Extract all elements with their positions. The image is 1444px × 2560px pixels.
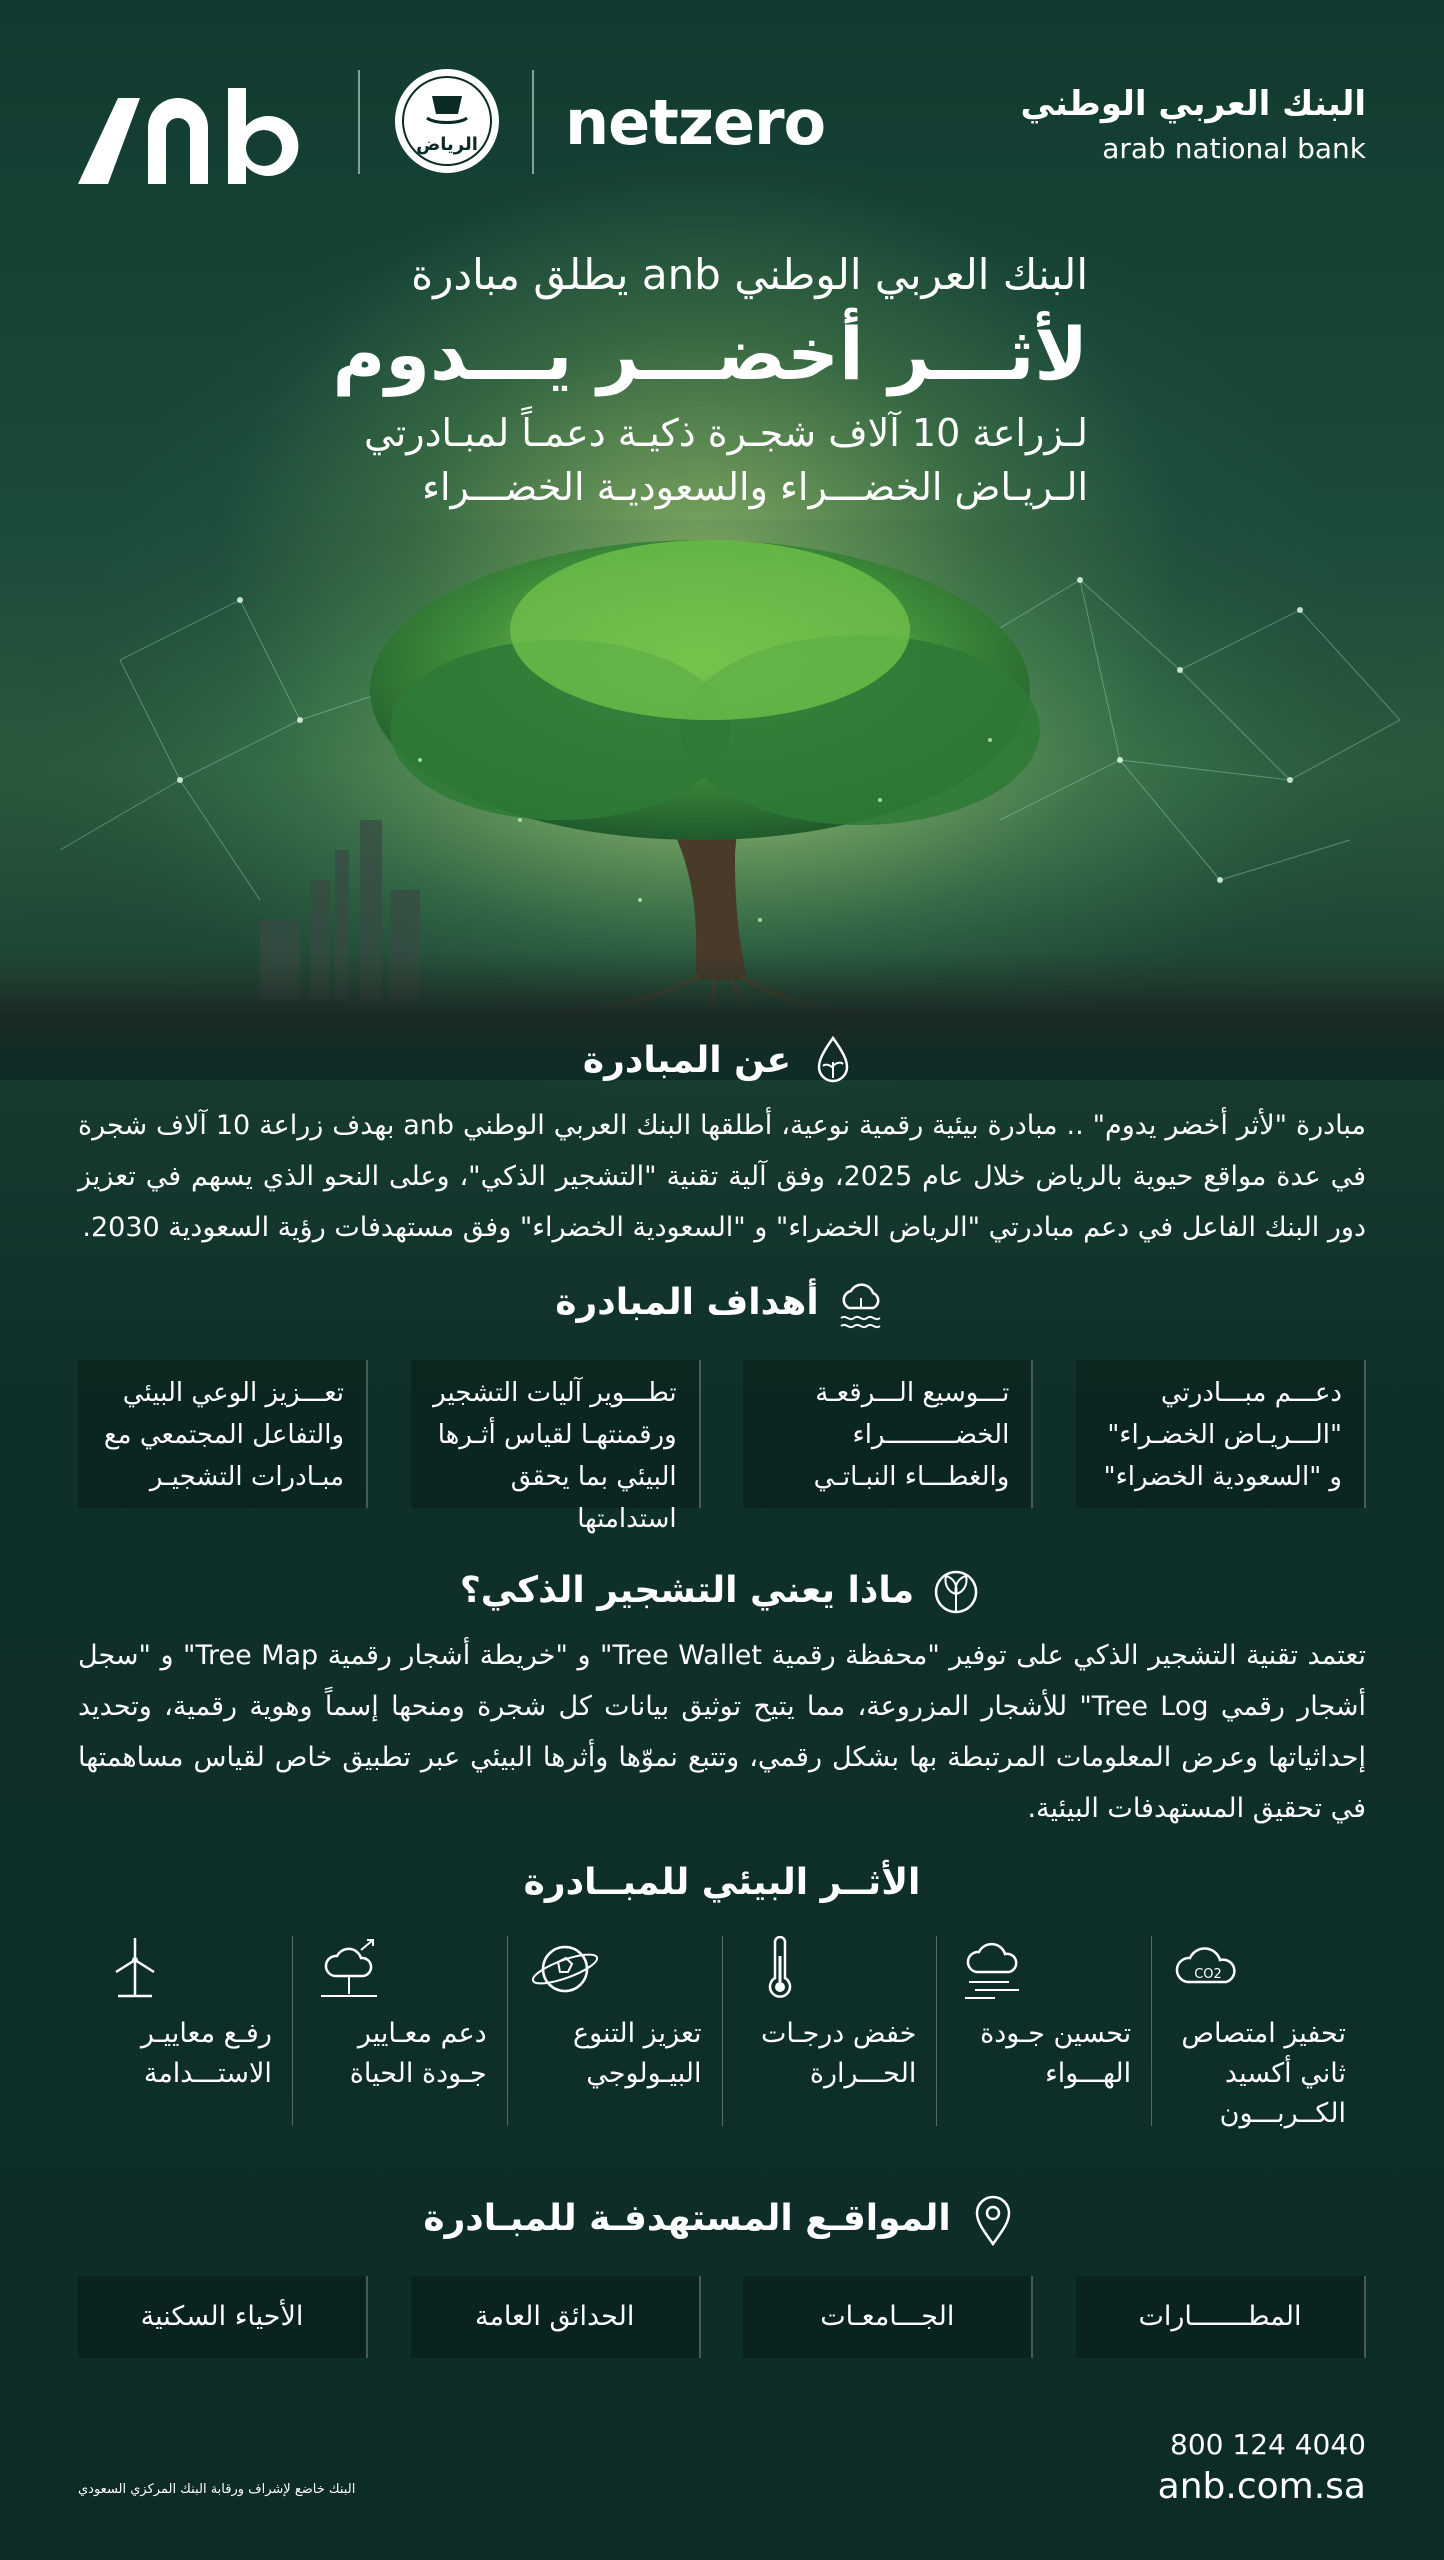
impact-text: خفض درجـات الحـــرارة [761, 2018, 917, 2089]
website: anb.com.sa [1157, 2466, 1366, 2507]
hero-heading [268, 246, 1088, 514]
impact-text: رفـع معاييـر الاستـــدامة [140, 2018, 272, 2089]
impact-item [936, 1936, 1151, 2126]
location-pin-icon [965, 2192, 1021, 2248]
impact-item [722, 1936, 937, 2126]
thermometer-icon [741, 1936, 819, 2002]
about-text: مبادرة "لأثر أخضر يدوم" .. مبادرة بيئية رقمية نوعية، أطلقها البنك العربي الوطني anb بهدف زراعة 10 آلاف شجرة في عدة مواقع حيوية بالرياض خلال عام 2025، وفق آلية تقنية "التشجير الذكي"، وعلى النحو الذي يسهم في تعزيز دور البنك الفاعل في دعم مبادرتي "الرياض الخضراء" و "السعودية الخضراء" وفق مستهدفات رؤية السعودية 2030. [78, 1110, 1366, 1243]
goal-item: تطـــوير آليات التشجير ورقمنتهـا لقياس أثـرها البيئي بما يحقق استدامتها [411, 1360, 701, 1508]
hero-line-3: لـزراعة 10 آلاف شجـرة ذكيـة دعمـاً لمبـادرتي [364, 411, 1088, 455]
leaf-circle-icon [928, 1564, 984, 1620]
tree-growth-icon [311, 1936, 389, 2002]
location-item: الحدائق العامة [411, 2276, 701, 2358]
location-item: المطـــــــارات [1076, 2276, 1366, 2358]
location-item: الأحياء السكنية [78, 2276, 368, 2358]
locations-title: المواقـع المستهدفـة للمبـادرة [423, 2198, 951, 2239]
about-heading [0, 1034, 1444, 1090]
goal-item: تعـــزيز الوعي البيئي والتفاعل المجتمعي مع مبـادرات التشجيـر [78, 1360, 368, 1508]
netzero-logo: netzero [565, 86, 826, 159]
impact-item [292, 1936, 507, 2126]
locations-heading [0, 2192, 1444, 2248]
impact-item [1151, 1936, 1366, 2129]
goal-item: تـــوسيع الـــرقعـة الخضـــــــــراء والغطـــاء النبـاتـي [743, 1360, 1033, 1508]
cloud-water-icon [833, 1276, 889, 1332]
planet-icon [526, 1936, 604, 2002]
impact-text: تحسين جـودة الهـــواء [980, 2018, 1132, 2089]
hero-line-1: البنك العربي الوطني anb يطلق مبادرة [411, 250, 1088, 299]
goals-title: أهداف المبادرة [555, 1282, 819, 1323]
phone-number: 800 124 4040 [1170, 2428, 1366, 2461]
impact-item [78, 1936, 292, 2126]
smart-text: تعتمد تقنية التشجير الذكي على توفير "محفظة رقمية Tree Wallet" و "خريطة أشجار رقمية Tree Map" و "سجل أشجار رقمي Tree Log" للأشجار المزروعة، مما يتيح توثيق بيانات كل شجرة ومنحها إسماً وهوية رقمية، وتحديد إحداثياتها وعرض المعلومات المرتبطة بها بشكل رقمي، وتتبع نموّها وأثرها البيئي عبر تطبيق خاص لقياس مساهمتها في تحقيق المستهدفات البيئية. [78, 1640, 1367, 1824]
locations-list [78, 2276, 1366, 2358]
smart-title: ماذا يعني التشجير الذكي؟ [459, 1570, 915, 1611]
tree-illustration [0, 520, 1444, 1080]
impact-text: تحفيز امتصاص ثاني أكسيد الكــربـــون [1181, 2018, 1346, 2129]
impact-heading [0, 1862, 1444, 1903]
riyadh-seal-icon [392, 66, 502, 176]
goal-item: دعـــم مبـــادرتي "الـــريـاض الخضـراء" و "السعودية الخضراء" [1076, 1360, 1366, 1508]
impact-list [78, 1936, 1366, 2129]
header-divider [532, 70, 534, 174]
about-title: عن المبادرة [582, 1040, 792, 1081]
location-item: الجـــامعـات [743, 2276, 1033, 2358]
header-divider [358, 70, 360, 174]
goals-heading [0, 1276, 1444, 1332]
anb-logo [78, 88, 328, 184]
impact-item [507, 1936, 722, 2126]
seal-label: الرياض [416, 134, 478, 155]
goals-list [78, 1360, 1366, 1534]
impact-title: الأثــر البيئي للمبــادرة [523, 1862, 921, 1903]
svg-text:CO2: CO2 [1194, 1967, 1222, 1982]
wind-turbine-icon [96, 1936, 174, 2002]
impact-text: تعزيز التنوع البيـولوجي [573, 2018, 702, 2089]
sprout-drop-icon [805, 1034, 861, 1090]
co2-cloud-icon [1170, 1936, 1248, 2002]
bank-name-english: arab national bank [1102, 132, 1366, 165]
impact-text: دعم معـايير جـودة الحياة [349, 2018, 487, 2089]
smart-heading [0, 1564, 1444, 1620]
air-cloud-icon [955, 1936, 1033, 2002]
hero-title: لأثـــر أخضـــر يـــدوم [332, 312, 1088, 396]
bank-name-arabic: البنك العربي الوطني [1020, 84, 1366, 124]
regulatory-disclaimer: البنك خاضع لإشراف ورقابة البنك المركزي السعودي [78, 2482, 356, 2497]
hero-line-4: الـريـاض الخضـــراء والسعوديـة الخضـــراء [422, 465, 1088, 509]
